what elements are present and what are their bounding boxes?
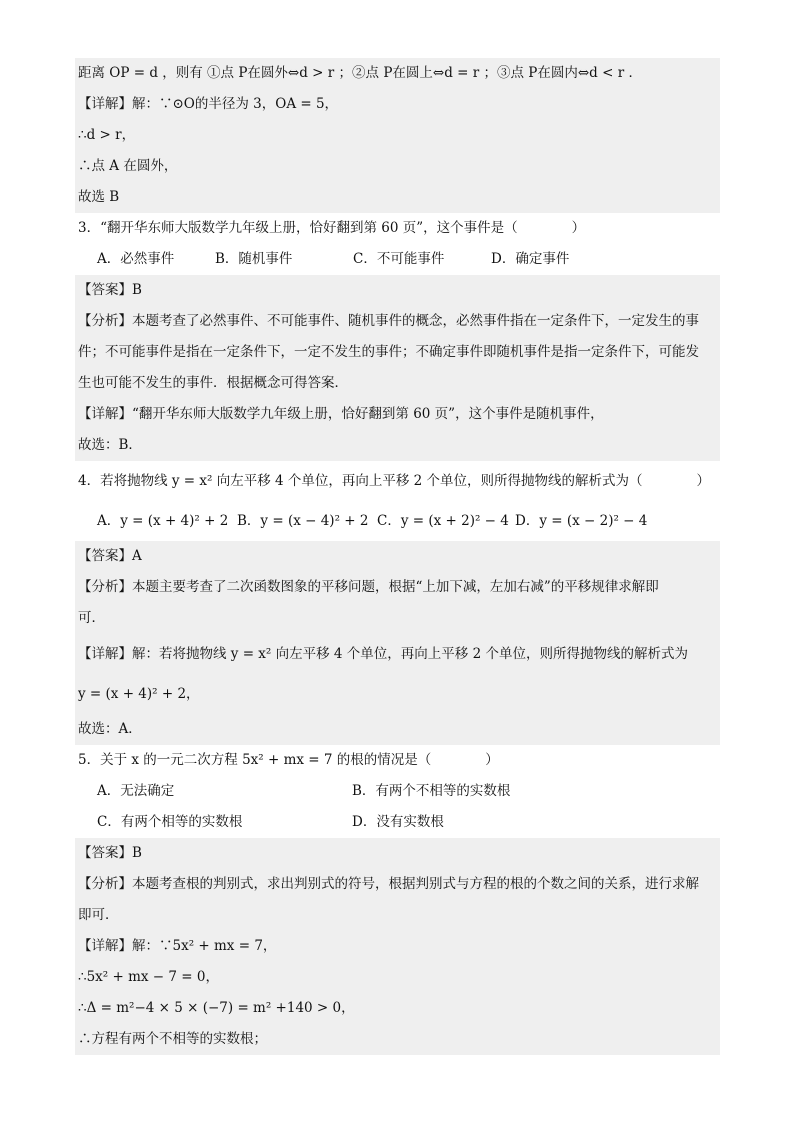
q4-answer: 【答案】A bbox=[75, 541, 720, 572]
prev-step-line: ∴d > r， bbox=[75, 120, 720, 151]
q3-detail-2: 故选：B． bbox=[75, 430, 720, 461]
q5-option-d: D．没有实数根 bbox=[352, 814, 444, 830]
q3-analysis-3: 生也可能不发生的事件．根据概念可得答案． bbox=[75, 368, 720, 399]
q5-analysis-2: 即可． bbox=[75, 900, 720, 931]
q5-options-row-2 bbox=[75, 807, 720, 838]
q3-option-a: A．必然事件 bbox=[97, 251, 175, 267]
q3-answer: 【答案】B bbox=[75, 275, 720, 306]
q5-stem: 5．关于 x 的一元二次方程 5x² + mx = 7 的根的情况是（ ） bbox=[78, 752, 499, 768]
q4-analysis-1: 【分析】本题主要考查了二次函数图象的平移问题，根据“上加下减，左加右减”的平移规律求解即 bbox=[75, 572, 720, 603]
q4-option-b: B．y = (x − 4)² + 2 bbox=[237, 513, 369, 529]
q5-option-b: B．有两个不相等的实数根 bbox=[352, 783, 511, 799]
q5-detail-2: ∴5x² + mx − 7 = 0， bbox=[75, 962, 720, 993]
q3-detail-1: 【详解】“翻开华东师大版数学九年级上册，恰好翻到第 60 页”，这个事件是随机事件， bbox=[75, 399, 720, 430]
q5-answer: 【答案】B bbox=[75, 838, 720, 869]
q5-detail-1: 【详解】解：∵5x² + mx = 7， bbox=[75, 931, 720, 962]
prev-detail-line: 【详解】解：∵⊙O的半径为 3，OA = 5， bbox=[75, 89, 720, 120]
q5-option-c: C．有两个相等的实数根 bbox=[97, 814, 243, 830]
q4-detail-2: y = (x + 4)² + 2， bbox=[75, 674, 720, 714]
q4-options bbox=[75, 501, 720, 541]
q5-analysis-1: 【分析】本题考查根的判别式，求出判别式的符号，根据判别式与方程的根的个数之间的关系，进行求解 bbox=[75, 869, 720, 900]
prev-rule-line: 距离 OP = d ，则有 ①点 P在圆外⇔d > r ；②点 P在圆上⇔d = r ；③点 P在圆内⇔d < r ． bbox=[75, 58, 720, 89]
q3-stem: 3．“翻开华东师大版数学九年级上册，恰好翻到第 60 页”，这个事件是（ ） bbox=[78, 220, 586, 236]
q3-options bbox=[75, 244, 720, 275]
q4-option-a: A．y = (x + 4)² + 2 bbox=[97, 513, 229, 529]
q4-option-d: D．y = (x − 2)² − 4 bbox=[515, 513, 648, 529]
q3-option-c: C．不可能事件 bbox=[353, 251, 445, 267]
q3-option-d: D．确定事件 bbox=[491, 251, 570, 267]
q3-analysis-1: 【分析】本题考查了必然事件、不可能事件、随机事件的概念，必然事件指在一定条件下，一定发生的事 bbox=[75, 306, 720, 337]
q3-option-b: B．随机事件 bbox=[215, 251, 293, 267]
q4-option-c: C．y = (x + 2)² − 4 bbox=[377, 513, 509, 529]
q5-option-a: A．无法确定 bbox=[97, 783, 175, 799]
q4-detail-1: 【详解】解：若将抛物线 y = x² 向左平移 4 个单位，再向上平移 2 个单位，则所得抛物线的解析式为 bbox=[75, 634, 720, 674]
q5-detail-3: ∴Δ = m²−4 × 5 × (−7) = m² +140 > 0， bbox=[75, 993, 720, 1024]
q3-analysis-2: 件；不可能事件是指在一定条件下，一定不发生的事件；不确定事件即随机事件是指一定条件下，可能发 bbox=[75, 337, 720, 368]
q4-stem: 4．若将抛物线 y = x² 向左平移 4 个单位，再向上平移 2 个单位，则所得抛物线的解析式为（ ） bbox=[78, 473, 711, 489]
q5-options-row-1 bbox=[75, 776, 720, 807]
q5-detail-4: ∴方程有两个不相等的实数根； bbox=[75, 1024, 720, 1055]
prev-choice-line: 故选 B bbox=[75, 182, 720, 213]
document-content bbox=[75, 58, 720, 1055]
q4-analysis-2: 可． bbox=[75, 603, 720, 634]
q4-detail-3: 故选：A． bbox=[75, 714, 720, 745]
prev-conclusion-line: ∴点 A 在圆外， bbox=[75, 151, 720, 182]
